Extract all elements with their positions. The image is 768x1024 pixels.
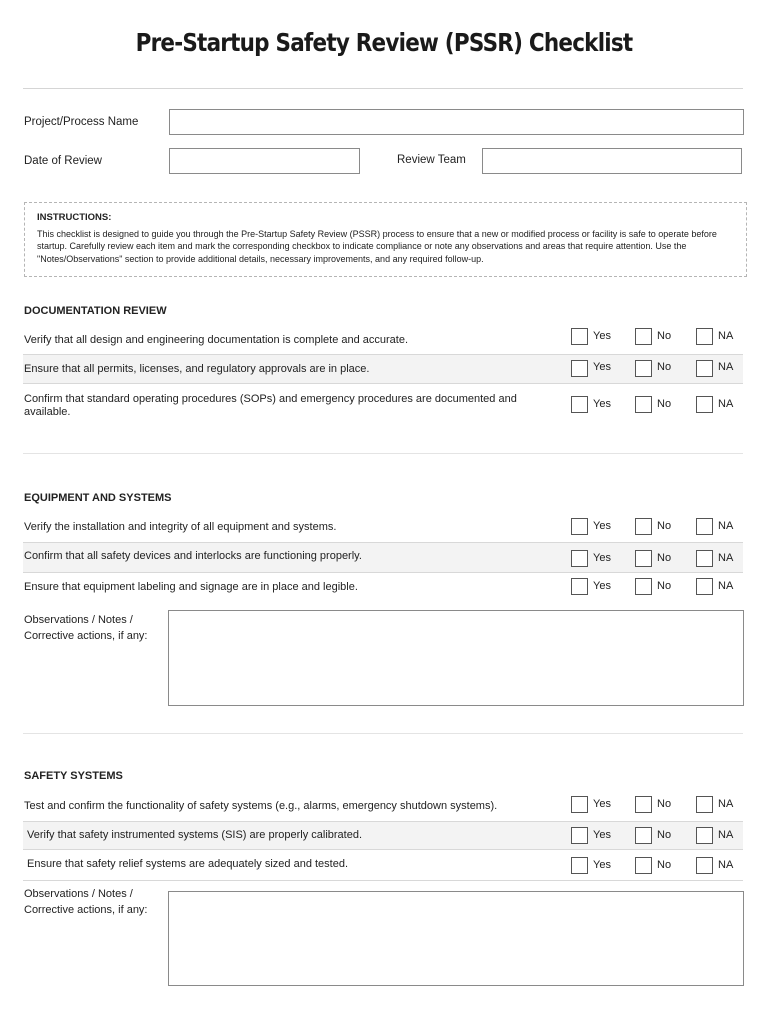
yes-label: Yes <box>593 798 611 810</box>
checklist-row <box>23 573 743 602</box>
na-label: NA <box>718 361 734 373</box>
no-checkbox[interactable] <box>635 360 652 377</box>
no-label: No <box>657 330 672 342</box>
date-of-review-input[interactable] <box>169 148 360 174</box>
checklist-row <box>23 324 743 354</box>
no-checkbox[interactable] <box>635 396 652 413</box>
no-checkbox[interactable] <box>635 827 652 844</box>
yes-label: Yes <box>593 330 611 342</box>
checklist-item-text: Verify the installation and integrity of all equipment and systems. <box>24 521 337 533</box>
review-team-label: Review Team <box>397 154 466 166</box>
na-checkbox[interactable] <box>696 396 713 413</box>
checklist-item-text: Confirm that all safety devices and interlocks are functioning properly. <box>24 550 362 562</box>
yes-checkbox[interactable] <box>571 796 588 813</box>
safety-notes-textarea[interactable] <box>168 891 744 986</box>
yes-checkbox[interactable] <box>571 578 588 595</box>
section-divider <box>23 733 743 734</box>
na-label: NA <box>718 829 734 841</box>
notes-label: Observations / Notes / Corrective actions, if any: <box>24 888 148 916</box>
no-checkbox[interactable] <box>635 578 652 595</box>
na-label: NA <box>718 798 734 810</box>
yes-label: Yes <box>593 398 611 410</box>
yes-checkbox[interactable] <box>571 518 588 535</box>
date-of-review-label: Date of Review <box>24 155 102 167</box>
checklist-row <box>23 850 743 881</box>
yes-label: Yes <box>593 552 611 564</box>
na-label: NA <box>718 859 734 871</box>
na-label: NA <box>718 398 734 410</box>
checklist-row <box>23 354 743 384</box>
na-checkbox[interactable] <box>696 328 713 345</box>
yes-checkbox[interactable] <box>571 550 588 567</box>
equipment-notes-textarea[interactable] <box>168 610 744 706</box>
instructions-box <box>24 202 747 277</box>
no-label: No <box>657 361 672 373</box>
yes-checkbox[interactable] <box>571 360 588 377</box>
project-name-label: Project/Process Name <box>24 116 139 128</box>
no-checkbox[interactable] <box>635 550 652 567</box>
section-divider <box>23 453 743 454</box>
instructions-body: This checklist is designed to guide you through the Pre-Startup Safety Review (PSSR) process to ensure that a new or modified process or facility is safe to operate before startup. Carefully review each item and mark the corresponding checkbox to indicate compliance or note any observations and areas that require attention. Use the "Notes/Observations" section to provide additional details, necessary improvements, and any required follow-up. <box>37 228 717 264</box>
no-label: No <box>657 580 672 592</box>
no-label: No <box>657 520 672 532</box>
checklist-item-text: Confirm that standard operating procedures (SOPs) and emergency procedures are documented and available. <box>24 393 517 418</box>
yes-checkbox[interactable] <box>571 396 588 413</box>
no-checkbox[interactable] <box>635 857 652 874</box>
checklist-item-text: Ensure that equipment labeling and signage are in place and legible. <box>24 581 358 593</box>
na-label: NA <box>718 552 734 564</box>
na-checkbox[interactable] <box>696 360 713 377</box>
na-checkbox[interactable] <box>696 550 713 567</box>
na-checkbox[interactable] <box>696 796 713 813</box>
section-title-documentation: DOCUMENTATION REVIEW <box>24 305 167 317</box>
review-team-input[interactable] <box>482 148 742 174</box>
na-checkbox[interactable] <box>696 518 713 535</box>
no-label: No <box>657 398 672 410</box>
na-label: NA <box>718 520 734 532</box>
na-checkbox[interactable] <box>696 857 713 874</box>
no-label: No <box>657 552 672 564</box>
yes-label: Yes <box>593 580 611 592</box>
divider <box>23 88 743 89</box>
instructions-heading: INSTRUCTIONS: <box>37 212 112 223</box>
checklist-row <box>23 791 743 821</box>
section-title-safety: SAFETY SYSTEMS <box>24 770 123 782</box>
no-label: No <box>657 859 672 871</box>
na-checkbox[interactable] <box>696 827 713 844</box>
yes-label: Yes <box>593 859 611 871</box>
checklist-row <box>23 513 743 542</box>
na-label: NA <box>718 330 734 342</box>
checklist-item-text: Test and confirm the functionality of safety systems (e.g., alarms, emergency shutdown systems). <box>24 800 498 812</box>
no-checkbox[interactable] <box>635 328 652 345</box>
no-checkbox[interactable] <box>635 796 652 813</box>
na-checkbox[interactable] <box>696 578 713 595</box>
checklist-item-text: Verify that safety instrumented systems (SIS) are properly calibrated. <box>27 829 363 841</box>
notes-label: Observations / Notes / Corrective actions, if any: <box>24 614 148 642</box>
page-title: Pre-Startup Safety Review (PSSR) Checklist <box>135 28 633 57</box>
checklist-item-text: Ensure that safety relief systems are adequately sized and tested. <box>27 858 349 870</box>
checklist-item-text: Ensure that all permits, licenses, and regulatory approvals are in place. <box>24 363 370 375</box>
na-label: NA <box>718 580 734 592</box>
checklist-row <box>23 385 743 425</box>
yes-label: Yes <box>593 361 611 373</box>
checklist-item-text: Verify that all design and engineering documentation is complete and accurate. <box>24 334 409 346</box>
checklist-row <box>23 821 743 850</box>
yes-checkbox[interactable] <box>571 827 588 844</box>
project-name-input[interactable] <box>169 109 744 135</box>
yes-label: Yes <box>593 520 611 532</box>
section-title-equipment: EQUIPMENT AND SYSTEMS <box>24 492 172 504</box>
no-label: No <box>657 798 672 810</box>
checklist-row <box>23 542 743 573</box>
no-label: No <box>657 829 672 841</box>
yes-label: Yes <box>593 829 611 841</box>
yes-checkbox[interactable] <box>571 857 588 874</box>
yes-checkbox[interactable] <box>571 328 588 345</box>
no-checkbox[interactable] <box>635 518 652 535</box>
